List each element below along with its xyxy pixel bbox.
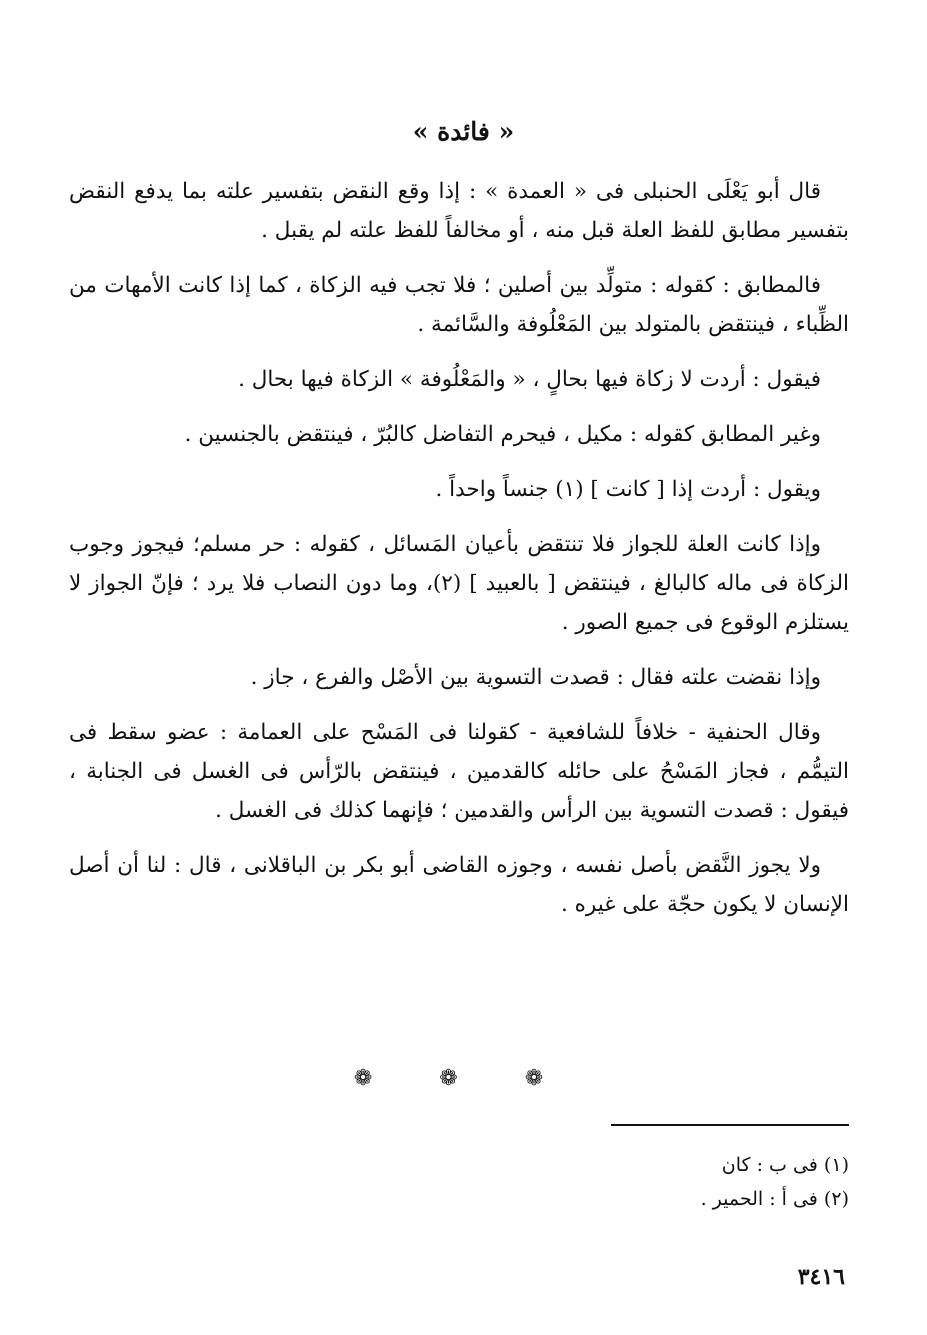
paragraph-5: ويقول : أردت إذا [ كانت ] (١) جنساً واحداً .: [435, 477, 821, 502]
footnotes: [349, 1148, 849, 1216]
paragraph-9: ولا يجوز النَّقض بأصل نفسه ، وجوزه القاضى أبو بكر بن الباقلانى ، قال : لنا أن أصل الإنسان لا يكون حجّة على غيره .: [69, 853, 849, 917]
section-title: « فائدة »: [412, 117, 515, 146]
footnote-1: (١) فى ب : كان: [721, 1154, 849, 1176]
paragraph-1: قال أبو يَعْلَى الحنبلى فى « العمدة » : إذا وقع النقض بتفسير علته بما يدفع النقض بتفسير مطابق للفظ العلة قبل منه ، أو مخالفاً للفظ علته لم يقبل .: [69, 179, 849, 243]
footnote-divider: [611, 1124, 849, 1126]
paragraph-6: وإذا كانت العلة للجواز فلا تنتقض بأعيان المَسائل ، كقوله : حر مسلم؛ فيجوز وجوب الزكاة فى ماله كالبالغ ، فينتقض [ بالعبيد ] (٢)، وما دون النصاب فلا يرد ؛ فإنّ الجواز لا يستلزم الوقوع فى جميع الصور .: [69, 532, 849, 635]
body-text: [69, 172, 849, 940]
footnote-2: (٢) فى أ : الحمير .: [700, 1188, 849, 1210]
paragraph-3: فيقول : أردت لا زكاة فيها بحالٍ ، « والمَعْلُوفة » الزكاة فيها بحال .: [238, 367, 821, 392]
paragraph-4: وغير المطابق كقوله : مكيل ، فيحرم التفاضل كالبُرّ ، فينتقض بالجنسين .: [184, 422, 821, 447]
paragraph-2: فالمطابق : كقوله : متولِّد بين أصلين ؛ فلا تجب فيه الزكاة ، كما إذا كانت الأمهات من الظِّباء ، فينتقض بالمتولد بين المَعْلُوفة والسَّائمة .: [69, 273, 849, 337]
paragraph-8: وقال الحنفية - خلافاً للشافعية - كقولنا فى المَسْح على العمامة : عضو سقط فى التيمُّم ، فجاز المَسْحُ على حائله كالقدمين ، فينتقض بالرّأس فى الغسل فى الجنابة ، فيقول : قصدت التسوية بين الرأس والقدمين ؛ فإنهما كذلك فى الغسل .: [69, 720, 849, 823]
section-separator: ❁ ❁ ❁: [353, 1066, 574, 1091]
paragraph-7: وإذا نقضت علته فقال : قصدت التسوية بين الأصْل والفرع ، جاز .: [250, 665, 821, 690]
page-number: ٣٤١٦: [797, 1264, 845, 1290]
